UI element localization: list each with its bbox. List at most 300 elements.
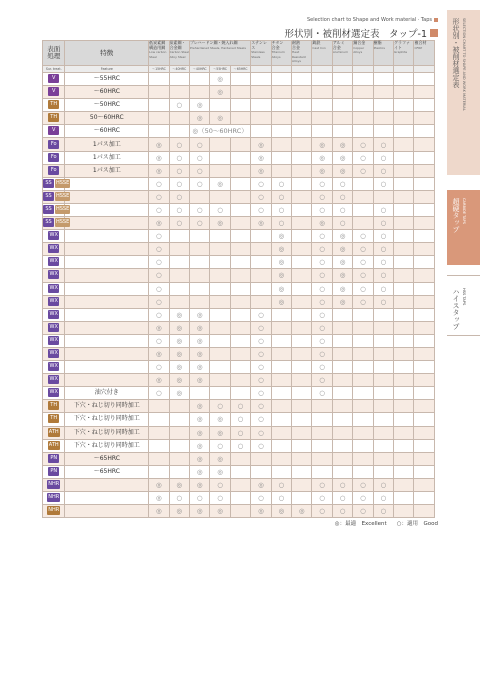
suitability-cell: ◎: [169, 505, 189, 518]
suitability-cell: ○: [189, 177, 209, 190]
suitability-cell: [210, 387, 230, 400]
surface-treatment-cell: [43, 321, 65, 334]
suitability-cell: [353, 452, 373, 465]
feature-cell: 〜55HRC: [65, 73, 149, 86]
suitability-cell: [414, 452, 435, 465]
suitability-cell: [169, 256, 189, 269]
suitability-cell: [230, 203, 250, 216]
table-row: [43, 125, 435, 138]
coating-badge: V: [48, 87, 59, 96]
feature-cell: [65, 230, 149, 243]
suitability-cell: [414, 374, 435, 387]
suitability-cell: [332, 361, 352, 374]
suitability-cell: [414, 99, 435, 112]
coating-badge: WX: [49, 258, 58, 265]
suitability-cell: [373, 112, 393, 125]
feature-cell: [65, 492, 149, 505]
badge-group: [48, 166, 59, 175]
suitability-cell: [189, 86, 209, 99]
suitability-cell: [292, 112, 312, 125]
suitability-cell: [189, 387, 209, 400]
suitability-cell: [210, 164, 230, 177]
suitability-cell: ◎: [332, 151, 352, 164]
suitability-cell: [230, 190, 250, 203]
suitability-cell: ○: [271, 203, 291, 216]
table-row: [43, 177, 435, 190]
surface-treatment-cell: [43, 217, 70, 230]
header-material: 炭素鋼・ 合金鋼 Carbon Steel Alloy Steel: [169, 41, 189, 66]
suitability-cell: ◎: [189, 374, 209, 387]
suitability-cell: [230, 361, 250, 374]
badge-group: [48, 428, 60, 437]
suitability-cell: [353, 203, 373, 216]
coating-badge: WX: [49, 389, 58, 396]
suitability-cell: [373, 125, 393, 138]
suitability-cell: [210, 321, 230, 334]
header-hardness: [332, 66, 352, 73]
coating-badge: WX: [49, 363, 58, 370]
header-material-en: Titanium Alloys: [271, 50, 285, 59]
feature-cell: [65, 295, 149, 308]
suitability-cell: [353, 400, 373, 413]
suitability-cell: [394, 125, 414, 138]
suitability-cell: ◎: [332, 295, 352, 308]
suitability-cell: ○: [332, 190, 352, 203]
suitability-cell: ○: [149, 269, 169, 282]
suitability-cell: ○: [210, 439, 230, 452]
suitability-cell: [230, 217, 250, 230]
suitability-cell: [149, 452, 169, 465]
legend-good: ○：適用 Good: [396, 521, 438, 527]
table-row: [43, 230, 435, 243]
table-row: [43, 426, 435, 439]
legend-excellent: ◎：最適 Excellent: [334, 521, 387, 527]
suitability-cell: [373, 321, 393, 334]
legend: [335, 519, 438, 527]
badge-group: [47, 506, 60, 515]
suitability-cell: ○: [312, 295, 332, 308]
suitability-cell: [332, 334, 352, 347]
feature-cell: [65, 321, 149, 334]
table-row: [43, 99, 435, 112]
suitability-cell: [394, 217, 414, 230]
suitability-cell: [210, 138, 230, 151]
surface-treatment-cell: [43, 492, 65, 505]
suitability-cell: [189, 269, 209, 282]
suitability-cell: [394, 177, 414, 190]
suitability-cell: ◎: [149, 492, 169, 505]
suitability-cell: [292, 86, 312, 99]
suitability-cell: ○: [353, 243, 373, 256]
coating-badge: NHR: [48, 507, 60, 514]
suitability-cell: [230, 282, 250, 295]
suitability-cell: [414, 112, 435, 125]
suitability-cell: [210, 269, 230, 282]
header-material: アルミ 合金 Aluminum: [332, 41, 352, 66]
suitability-cell: [230, 387, 250, 400]
suitability-cell: [271, 413, 291, 426]
suitability-cell: ○: [353, 230, 373, 243]
coating-badge: Fo: [48, 166, 59, 175]
suitability-cell: [149, 73, 169, 86]
badge-group: [48, 270, 59, 279]
side-tab-hss-taps[interactable]: [447, 280, 480, 330]
table-row: [43, 164, 435, 177]
suitability-cell: [292, 465, 312, 478]
suitability-cell: [332, 347, 352, 360]
suitability-cell: ◎: [189, 321, 209, 334]
suitability-cell: [189, 230, 209, 243]
suitability-cell: [169, 452, 189, 465]
feature-cell: 下穴・ねじ切り同時加工: [65, 413, 149, 426]
suitability-cell: [230, 321, 250, 334]
suitability-cell: [230, 452, 250, 465]
suitability-cell: ○: [230, 400, 250, 413]
suitability-cell: [292, 334, 312, 347]
suitability-cell: [373, 86, 393, 99]
suitability-cell: [312, 400, 332, 413]
coating-badge: SS: [43, 192, 54, 201]
surface-treatment-cell: [43, 138, 65, 151]
suitability-cell: [394, 439, 414, 452]
suitability-cell: ◎: [189, 334, 209, 347]
coating-badge: TH: [48, 113, 59, 122]
coating-badge: HSSE: [56, 219, 70, 226]
suitability-cell: ◎: [312, 217, 332, 230]
header-material-en: CFRP: [414, 45, 423, 50]
suitability-cell: [251, 269, 271, 282]
surface-treatment-cell: [43, 73, 65, 86]
suitability-cell: [394, 138, 414, 151]
header-hardness: [414, 66, 435, 73]
table-row: [43, 452, 435, 465]
suitability-cell: ○: [149, 334, 169, 347]
suitability-cell: [189, 295, 209, 308]
suitability-cell: ◎: [149, 374, 169, 387]
surface-treatment-cell: [43, 151, 65, 164]
suitability-cell: ○: [353, 151, 373, 164]
suitability-cell: [373, 334, 393, 347]
header-material-en: Stainless Steels: [251, 50, 265, 59]
suitability-cell: ○: [189, 164, 209, 177]
suitability-cell: ◎（50〜60HRC）: [189, 125, 250, 138]
suitability-cell: [394, 505, 414, 518]
suitability-cell: ○: [312, 269, 332, 282]
feature-cell: [65, 190, 149, 203]
suitability-cell: ◎: [169, 308, 189, 321]
header-hardness: [373, 66, 393, 73]
table-row: [43, 269, 435, 282]
suitability-cell: [312, 73, 332, 86]
suitability-cell: ○: [353, 269, 373, 282]
suitability-cell: ◎: [251, 138, 271, 151]
badge-group: [43, 205, 70, 214]
suitability-cell: ○: [373, 243, 393, 256]
badge-group: [48, 284, 59, 293]
suitability-cell: [189, 73, 209, 86]
suitability-cell: [230, 164, 250, 177]
surface-treatment-cell: [43, 203, 70, 216]
suitability-cell: [373, 400, 393, 413]
suitability-cell: ○: [373, 138, 393, 151]
suitability-cell: ◎: [169, 334, 189, 347]
accent-square: [434, 18, 438, 22]
suitability-cell: [353, 334, 373, 347]
suitability-cell: ○: [271, 217, 291, 230]
badge-group: [48, 140, 59, 149]
table-row: [43, 321, 435, 334]
suitability-cell: [230, 138, 250, 151]
header-hardness: [353, 66, 373, 73]
suitability-cell: [271, 125, 291, 138]
suitability-cell: [149, 439, 169, 452]
suitability-cell: [292, 151, 312, 164]
badge-group: [48, 441, 60, 450]
badge-group: [48, 323, 59, 332]
suitability-cell: ◎: [292, 505, 312, 518]
suitability-cell: ◎: [189, 465, 209, 478]
suitability-cell: ○: [373, 177, 393, 190]
suitability-cell: [353, 439, 373, 452]
badge-group: [48, 467, 59, 476]
table-row: [43, 308, 435, 321]
suitability-cell: [292, 452, 312, 465]
suitability-cell: [394, 86, 414, 99]
suitability-cell: [353, 413, 373, 426]
header-hardness: [271, 66, 291, 73]
suitability-cell: ○: [251, 308, 271, 321]
surface-treatment-cell: [43, 282, 65, 295]
suitability-cell: [394, 269, 414, 282]
divider: [447, 335, 480, 336]
coating-badge: V: [48, 126, 59, 135]
header-hardness: [394, 66, 414, 73]
coating-badge: WX: [49, 297, 58, 304]
suitability-cell: [312, 426, 332, 439]
suitability-cell: ○: [149, 243, 169, 256]
suitability-cell: [230, 112, 250, 125]
suitability-cell: [414, 73, 435, 86]
surface-treatment-cell: [43, 361, 65, 374]
suitability-cell: ◎: [169, 387, 189, 400]
suitability-cell: ◎: [332, 138, 352, 151]
suitability-cell: ○: [373, 492, 393, 505]
suitability-cell: ◎: [271, 269, 291, 282]
suitability-cell: [312, 99, 332, 112]
suitability-cell: ◎: [210, 505, 230, 518]
side-tab-label: 形状別・被削材選定表: [452, 18, 460, 88]
header-material-en: Prehardened Steels, Hardened Steels: [189, 45, 246, 50]
suitability-cell: ○: [251, 334, 271, 347]
suitability-cell: ○: [251, 361, 271, 374]
suitability-cell: [169, 295, 189, 308]
suitability-cell: [210, 308, 230, 321]
suitability-cell: ○: [312, 230, 332, 243]
suitability-cell: ○: [332, 177, 352, 190]
suitability-cell: [414, 426, 435, 439]
suitability-cell: ◎: [271, 256, 291, 269]
suitability-cell: [292, 190, 312, 203]
suitability-cell: [210, 347, 230, 360]
suitability-cell: [251, 230, 271, 243]
suitability-cell: ○: [312, 243, 332, 256]
suitability-cell: ○: [353, 295, 373, 308]
suitability-cell: [169, 282, 189, 295]
surface-treatment-cell: [43, 177, 70, 190]
suitability-cell: [373, 190, 393, 203]
suitability-cell: [394, 334, 414, 347]
suitability-cell: ○: [332, 478, 352, 491]
suitability-cell: [251, 86, 271, 99]
badge-group: [48, 100, 59, 109]
table-row: [43, 347, 435, 360]
suitability-cell: [414, 492, 435, 505]
suitability-cell: [169, 112, 189, 125]
suitability-cell: [394, 99, 414, 112]
suitability-cell: [169, 439, 189, 452]
surface-treatment-cell: [43, 400, 65, 413]
header-material-en: Graphite: [394, 50, 408, 55]
suitability-cell: [230, 86, 250, 99]
badge-group: [48, 87, 59, 96]
suitability-cell: [169, 413, 189, 426]
suitability-cell: ○: [149, 203, 169, 216]
suitability-cell: [394, 400, 414, 413]
suitability-cell: ○: [149, 387, 169, 400]
suitability-cell: [189, 256, 209, 269]
suitability-cell: ○: [312, 321, 332, 334]
suitability-cell: ○: [312, 190, 332, 203]
feature-cell: [65, 347, 149, 360]
suitability-cell: [169, 86, 189, 99]
suitability-cell: [169, 243, 189, 256]
badge-group: [48, 388, 59, 397]
suitability-cell: [394, 164, 414, 177]
suitability-cell: [394, 374, 414, 387]
suitability-cell: [414, 243, 435, 256]
coating-badge: NHR: [48, 494, 60, 501]
side-tab-carbide-taps[interactable]: [447, 190, 480, 265]
divider: [447, 275, 480, 276]
suitability-cell: ○: [251, 347, 271, 360]
suitability-cell: [332, 86, 352, 99]
suitability-cell: ◎: [251, 151, 271, 164]
suitability-cell: ○: [189, 151, 209, 164]
suitability-cell: [189, 282, 209, 295]
suitability-cell: [230, 334, 250, 347]
header-material: ステンレス Stainless Steels: [251, 41, 271, 66]
suitability-cell: ◎: [332, 243, 352, 256]
side-tab-selection-chart[interactable]: [447, 10, 480, 175]
page-title: 形状別・被削材選定表 タップ-1: [285, 26, 438, 40]
feature-cell: [65, 374, 149, 387]
suitability-cell: [271, 374, 291, 387]
suitability-cell: [271, 426, 291, 439]
suitability-cell: [373, 426, 393, 439]
suitability-cell: [373, 374, 393, 387]
suitability-cell: [251, 256, 271, 269]
header-hardness: [312, 66, 332, 73]
suitability-cell: ◎: [149, 347, 169, 360]
suitability-cell: [271, 164, 291, 177]
suitability-cell: [230, 73, 250, 86]
suitability-cell: [292, 347, 312, 360]
feature-cell: 50〜60HRC: [65, 112, 149, 125]
suitability-cell: [353, 99, 373, 112]
suitability-cell: [271, 439, 291, 452]
suitability-cell: [353, 112, 373, 125]
suitability-cell: ○: [312, 374, 332, 387]
suitability-cell: [394, 478, 414, 491]
suitability-cell: [332, 321, 352, 334]
suitability-cell: [149, 465, 169, 478]
suitability-cell: ◎: [169, 478, 189, 491]
suitability-cell: [149, 426, 169, 439]
suitability-cell: [149, 413, 169, 426]
suitability-cell: [292, 492, 312, 505]
suitability-cell: [373, 361, 393, 374]
suitability-cell: [394, 151, 414, 164]
suitability-cell: ○: [169, 99, 189, 112]
suitability-cell: [292, 374, 312, 387]
surface-treatment-cell: [43, 426, 65, 439]
feature-cell: 1パス加工: [65, 138, 149, 151]
header-material-en: Aluminum: [332, 50, 349, 55]
suitability-cell: [230, 295, 250, 308]
coating-badge: NHR: [48, 480, 60, 487]
suitability-cell: [271, 334, 291, 347]
suitability-cell: ◎: [169, 374, 189, 387]
table-row: [43, 217, 435, 230]
suitability-cell: ◎: [189, 439, 209, 452]
surface-treatment-cell: [43, 86, 65, 99]
surface-treatment-cell: [43, 413, 65, 426]
suitability-cell: ○: [210, 400, 230, 413]
surface-treatment-cell: [43, 295, 65, 308]
surface-treatment-cell: [43, 439, 65, 452]
suitability-cell: [414, 478, 435, 491]
surface-treatment-cell: [43, 269, 65, 282]
badge-group: [48, 297, 59, 306]
feature-cell: 下穴・ねじ切り同時加工: [65, 426, 149, 439]
suitability-cell: [251, 112, 271, 125]
table-row: [43, 465, 435, 478]
suitability-cell: [394, 413, 414, 426]
header-material: 鋳鉄 Cast Iron: [312, 41, 332, 66]
suitability-cell: [292, 269, 312, 282]
badge-group: [48, 349, 59, 358]
suitability-cell: ◎: [271, 295, 291, 308]
suitability-cell: [271, 73, 291, 86]
suitability-cell: [189, 190, 209, 203]
suitability-cell: [251, 99, 271, 112]
suitability-cell: ◎: [189, 452, 209, 465]
suitability-cell: [353, 86, 373, 99]
suitability-cell: [373, 413, 393, 426]
header-hardness: 〜15HRC: [149, 66, 169, 73]
coating-badge: WX: [49, 284, 58, 291]
suitability-cell: ○: [251, 203, 271, 216]
badge-group: [48, 362, 59, 371]
suitability-cell: [292, 230, 312, 243]
suitability-cell: ◎: [210, 413, 230, 426]
suitability-cell: ○: [210, 478, 230, 491]
suitability-cell: [230, 308, 250, 321]
suitability-cell: [210, 99, 230, 112]
badge-group: [48, 257, 59, 266]
suitability-cell: ○: [332, 505, 352, 518]
suitability-cell: ○: [312, 478, 332, 491]
